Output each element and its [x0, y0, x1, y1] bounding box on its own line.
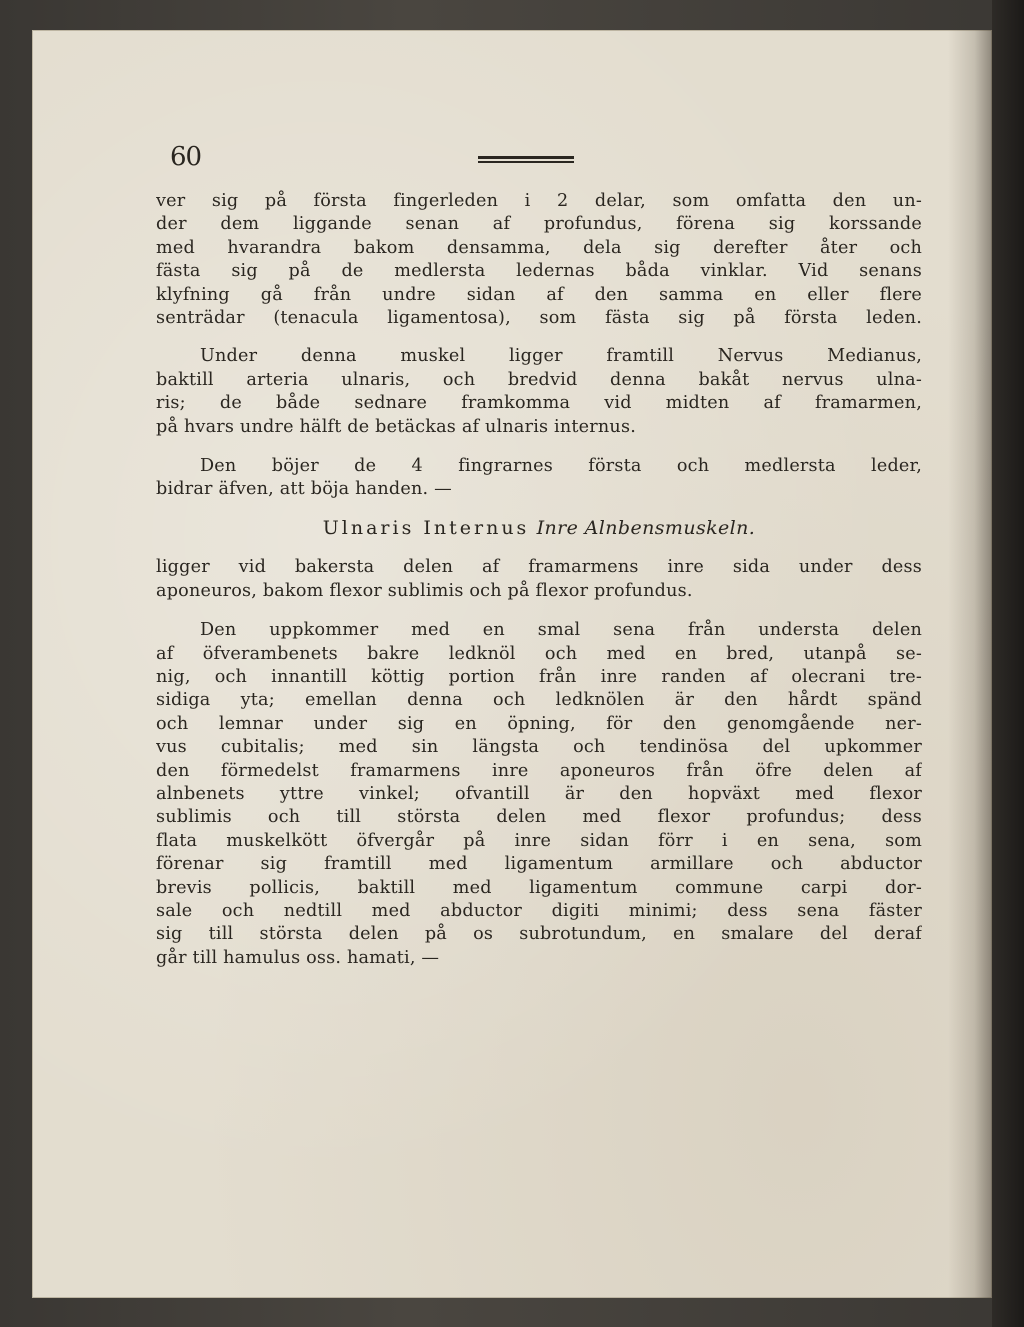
text-line: ver sig på första fingerleden i 2 delar, som omfatta den un- [156, 191, 922, 211]
text-line: aponeuros, bakom flexor sublimis och på flexor profundus. [156, 580, 693, 601]
text-line: den förmedelst framarmens inre aponeuros från öfre delen af [156, 760, 922, 781]
section-heading [156, 517, 922, 540]
text-line: der dem liggande senan af profundus, förena sig korssande [156, 214, 922, 235]
paragraph [156, 190, 922, 330]
heading-latin-name: Ulnaris Internus [322, 516, 530, 539]
text-line: senträdar (tenacula ligamentosa), som fästa sig på första leden. [156, 308, 922, 329]
paragraph [156, 345, 922, 439]
paragraph [156, 619, 922, 970]
text-line: och lemnar under sig en öpning, för den genomgående ner- [156, 713, 922, 734]
header-rule [478, 156, 574, 163]
text-line: sale och nedtill med abductor digiti minimi; dess sena fäster [156, 900, 922, 921]
text-line: sublimis och till största delen med flexor profundus; dess [156, 807, 922, 828]
text-line: går till hamulus oss. hamati, — [156, 947, 440, 968]
text-line: alnbenets yttre vinkel; ofvantill är den hopväxt med flexor [156, 783, 922, 804]
text-line: vus cubitalis; med sin längsta och tendinösa del upkommer [156, 737, 922, 758]
body-text [156, 190, 922, 970]
book-spine-edge [992, 0, 1024, 1327]
text-line: med hvarandra bakom densamma, dela sig derefter åter och [156, 237, 922, 258]
text-line: klyfning gå från undre sidan af den samma en eller flere [156, 284, 922, 305]
paragraph [156, 455, 922, 502]
text-line: brevis pollicis, baktill med ligamentum commune carpi dor- [156, 877, 922, 898]
text-line: sidiga yta; emellan denna och ledknölen är den hårdt spänd [156, 690, 922, 711]
text-line: Under denna muskel ligger framtill Nervus Medianus, [200, 346, 922, 367]
heading-swedish-name: Inre Alnbensmuskeln. [536, 516, 756, 539]
text-line: fästa sig på de medlersta ledernas båda vinklar. Vid senans [156, 261, 922, 282]
page-gutter-shadow [948, 30, 992, 1298]
page-number: 60 [170, 142, 202, 172]
text-line: sig till största delen på os subrotundum, en smalare del deraf [156, 924, 922, 945]
text-line: af öfverambenets bakre ledknöl och med en bred, utanpå se- [156, 643, 922, 664]
text-line: flata muskelkött öfvergår på inre sidan förr i en sena, som [156, 830, 922, 851]
text-line: Den böjer de 4 fingrarnes första och medlersta leder, [200, 456, 922, 477]
text-line: Den uppkommer med en smal sena från understa delen [200, 620, 922, 641]
text-line: baktill arteria ulnaris, och bredvid denna bakåt nervus ulna- [156, 369, 922, 390]
text-line: bidrar äfven, att böja handen. — [156, 479, 452, 500]
text-line: nig, och innantill köttig portion från inre randen af olecrani tre- [156, 666, 922, 687]
text-line: förenar sig framtill med ligamentum armillare och abductor [156, 854, 922, 875]
text-line: ligger vid bakersta delen af framarmens inre sida under dess [156, 557, 922, 578]
paragraph [156, 556, 922, 603]
text-line: ris; de både sednare framkomma vid midten af framarmen, [156, 393, 922, 414]
text-line: på hvars undre hälft de betäckas af ulnaris internus. [156, 416, 636, 437]
